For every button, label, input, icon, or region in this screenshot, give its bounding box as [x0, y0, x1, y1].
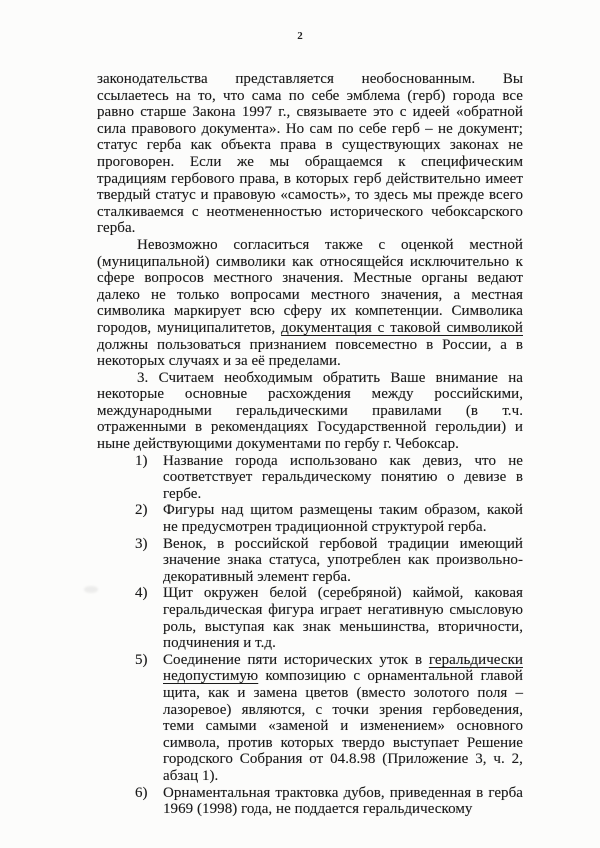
text-run: Щит окружен белой (серебряной) каймой, каковая геральдическая фигура играет негативную смысловую роль, выступая как знак меньшинства, вторичности, подчинения и т.д. — [163, 585, 523, 652]
scan-smudge — [84, 586, 98, 593]
list-item-marker: 4) — [135, 585, 148, 602]
paragraph — [97, 71, 523, 237]
text-run: Фигуры над щитом размещены таким образом, какой не предусмотрен традиционной структурой герба. — [163, 502, 523, 536]
text-run: Соединение пяти исторических уток в — [163, 651, 429, 668]
numbered-list-item — [97, 585, 523, 651]
text-run: 3. Считаем необходимым обратить Ваше внимание на некоторые основные расхождения между российскими, международными геральдическими правилами (в т.ч. отраженными в рекомендациях Государственной герольдии) и ныне действующими документами по гербу г. Чебоксар. — [97, 369, 523, 453]
list-item-text — [163, 502, 523, 535]
text-run: Венок, в российской гербовой традиции имеющий значение знака статуса, употреблен как произвольно-декоративный элемент герба. — [163, 535, 523, 585]
list-item-marker: 5) — [135, 651, 148, 668]
list-item-marker: 6) — [135, 784, 148, 801]
paragraph — [97, 237, 523, 370]
underlined-text-run: геральдически недопустимую — [163, 651, 523, 685]
list-item-text — [163, 453, 523, 502]
page-number: 2 — [297, 30, 303, 42]
list-item-marker: 1) — [135, 452, 148, 469]
list-item-marker: 2) — [135, 502, 148, 519]
list-item-text — [163, 652, 523, 784]
list-item-text — [163, 585, 523, 651]
list-item-text — [163, 785, 523, 818]
numbered-list-item — [97, 502, 523, 535]
underlined-text-run: документация с таковой символикой — [281, 319, 523, 336]
paragraph — [97, 370, 523, 453]
numbered-list-item — [97, 785, 523, 818]
text-run: Название города использовано как девиз, что не соответствует геральдическому понятию о девизе в гербе. — [163, 452, 523, 502]
text-run: Невозможно согласиться также с оценкой местной (муниципальной) символики как относящейся исключительно к сфере вопросов местного значения. Местные органы ведают далеко не только вопросами местного значения, а местная символика маркирует всю сферу их компетенции. Символика городов, муниципалитетов, — [97, 236, 523, 336]
numbered-list-item — [97, 453, 523, 503]
list-item-text — [163, 536, 523, 585]
text-run: законодательства представляется необоснованным. Вы ссылаетесь на то, что сама по себе эмблема (герб) города все равно старше Закона 1997 г., связываете это с идеей «обратной сила правового документа». Но сам по себе герб – не документ; статус герба как объекта права в существующих законах не проговорен. Если же мы обращаемся к специфическим традициям гербового права, в которых герб действительно имеет твердый статус и правовую «самость», то здесь мы прежде всего сталкиваемся с неотмененностью исторического чебоксарского герба. — [97, 71, 523, 237]
numbered-list-item — [97, 652, 523, 785]
list-item-marker: 3) — [135, 535, 148, 552]
numbered-list-item — [97, 536, 523, 586]
text-run: Орнаментальная трактовка дубов, приведенная в герба 1969 (1998) года, не поддается геральдическому — [163, 784, 523, 818]
document-content — [97, 71, 523, 818]
text-run: композицию с орнаментальной главой щита, как и замена цветов (вместо золотого поля – лазоревое) являются, с точки зрения гербоведения, теми самыми «заменой и изменением» основного символа, против которых твердо выступает Решение городского Собрания от 04.8.98 (Приложение 3, ч. 2, абзац 1). — [163, 668, 523, 784]
text-run: должны пользоваться признанием повсеместно в России, а в некоторых случаях и за её пределами. — [97, 336, 523, 370]
